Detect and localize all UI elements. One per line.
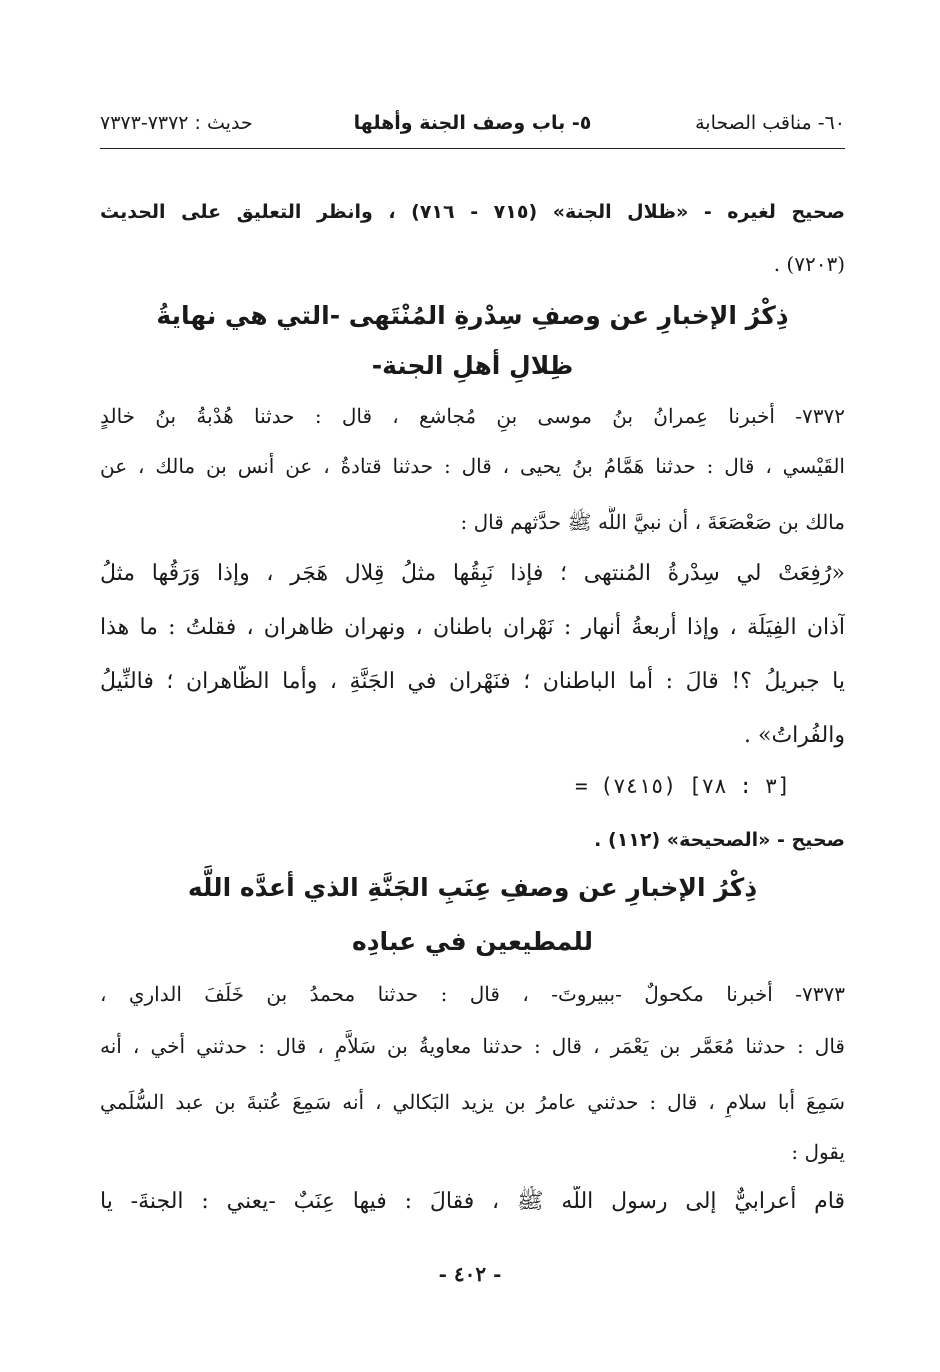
header-divider [100, 148, 845, 149]
hadith-matn-line: يا جبريلُ ؟! قالَ : أما الباطنان ؛ فنَهْران في الجَنَّةِ ، وأما الظَّاهران ؛ فالنِّيلُ [100, 669, 845, 694]
grading-note-line: (٧٢٠٣) . [773, 252, 845, 276]
hadith-isnad-line: سَمِعَ أبا سلامٍ ، قال : حدثني عامرُ بن يزيد البَكالي ، أنه سَمِعَ عُتبةَ بن عبد السُّلَمي [100, 1090, 845, 1114]
chapter-heading: ذِكْرُ الإخبارِ عن وصفِ عِنَبِ الجَنَّةِ الذي أعدَّه اللَّه [187, 873, 758, 902]
page-number: - ٤٠٢ - [438, 1262, 502, 1286]
grading-note-line: صحيح لغيره - «ظلال الجنة» (٧١٥ - ٧١٦) ، وانظر التعليق على الحديث [100, 201, 845, 223]
hadith-grade: صحيح - «الصحيحة» (١١٢) . [594, 829, 845, 851]
hadith-isnad-line: يقول : [791, 1140, 845, 1164]
hadith-matn-line: قام أعرابيٌّ إلى رسول اللَّه ﷺ ، فقالَ : فيها عِنَبٌ -يعني : الجنةَ- يا [100, 1189, 845, 1214]
section-title: ٥- باب وصف الجنة وأهلها [353, 112, 592, 134]
hadith-matn-line: «رُفِعَتْ لي سِدْرةُ المُنتهى ؛ فإذا نَبِقُها مثلُ قِلال هَجَر ، وإذا وَرَقُها مثلُ [100, 561, 845, 586]
chapter-heading: ذِكْرُ الإخبارِ عن وصفِ سِدْرةِ المُنْتَهى -التي هي نهايةُ [156, 301, 789, 330]
source-reference: = (٧٤١٥) [٣ : ٧٨] [575, 774, 790, 798]
hadith-isnad-line: قال : حدثنا مُعَمَّر بن يَعْمَر ، قال : حدثنا معاويةُ بن سَلاَّمٍ ، قال : حدثني أخي ، أنه [100, 1034, 845, 1058]
chapter-heading: ظِلالِ أهلِ الجنة- [371, 351, 574, 380]
hadith-isnad-line: ٧٣٧٣- أخبرنا مكحولٌ -ببيروتَ- ، قال : حدثنا محمدُ بن خَلَفَ الداري ، [100, 982, 845, 1006]
hadith-isnad-line: القَيْسي ، قال : حدثنا هَمَّامُ بنُ يحيى ، قال : حدثنا قتادةُ ، عن أنس بن مالك ، عن [100, 454, 845, 478]
hadith-isnad-line: مالك بن صَعْصَعَةَ ، أن نبيَّ اللَّه ﷺ حدَّثهم قال : [460, 510, 845, 534]
running-header [100, 112, 845, 152]
hadith-isnad-line: ٧٣٧٢- أخبرنا عِمرانُ بنُ موسى بنِ مُجاشع ، قال : حدثنا هُدْبةُ بنُ خالدٍ [100, 404, 845, 428]
chapter-heading: للمطيعين في عبادِه [351, 927, 594, 956]
hadith-matn-line: والفُراتُ» . [744, 723, 845, 748]
chapter-title: ٦٠- مناقب الصحابة [695, 112, 845, 134]
hadith-matn-line: آذان الفِيَلَة ، وإذا أربعةُ أنهار : نَهْران باطنان ، ونهران ظاهران ، فقلتُ : ما هذا [100, 615, 845, 640]
hadith-range: حديث : ٧٣٧٢-٧٣٧٣ [100, 112, 253, 134]
